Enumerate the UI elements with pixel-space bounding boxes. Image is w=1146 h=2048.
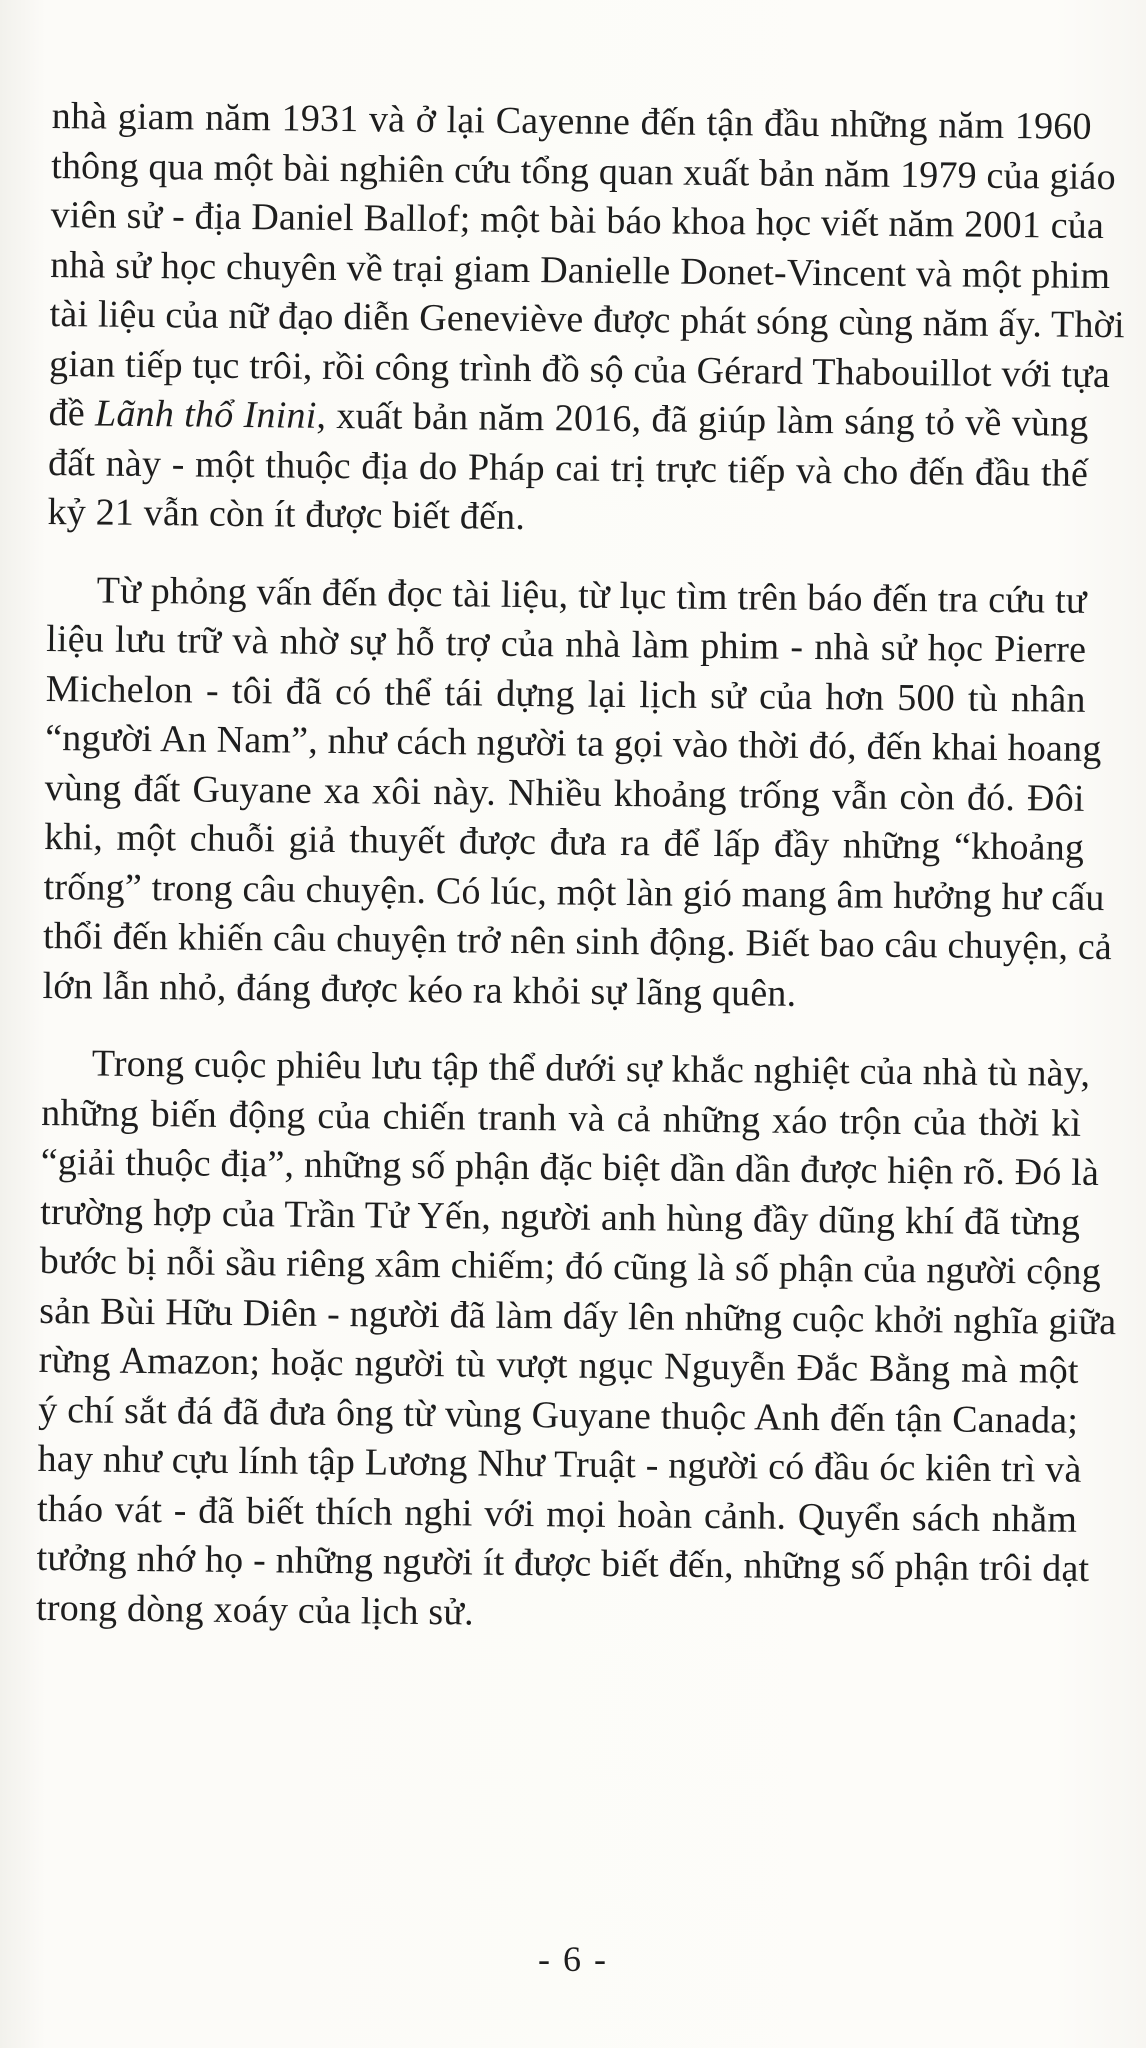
text-line: vùng đất Guyane xa xôi này. Nhiều khoảng trống vẫn còn đó. Đôi: [44, 766, 1085, 820]
text-line: trống” trong câu chuyện. Có lúc, một làn gió mang âm hưởng hư cấu: [43, 865, 1105, 919]
text-line: thổi đến khiến câu chuyện trở nên sinh động. Biết bao câu chuyện, cả: [42, 914, 1113, 969]
text-line: trong dòng xoáy của lịch sử.: [35, 1586, 475, 1634]
text-line: lớn lẫn nhỏ, đáng được kéo ra khỏi sự lãng quên.: [42, 964, 797, 1015]
text-line: “người An Nam”, như cách người ta gọi vào thời đó, đến khai hoang: [45, 716, 1102, 771]
text-line: Từ phỏng vấn đến đọc tài liệu, từ lục tìm trên báo đến tra cứu tư: [96, 568, 1087, 622]
text-line: kỷ 21 vẫn còn ít được biết đến.: [47, 490, 526, 538]
text-line: đất này - một thuộc địa do Pháp cai trị trực tiếp và cho đến đầu thế: [47, 441, 1089, 495]
body-text: [35, 92, 1125, 1672]
text-line: rừng Amazon; hoặc người tù vượt ngục Nguyễn Đắc Bằng mà một: [38, 1338, 1079, 1392]
text-line: tưởng nhớ họ - những người ít được biết đến, những số phận trôi dạt: [36, 1536, 1090, 1590]
text-line: tháo vát - đã biết thích nghi với mọi hoàn cảnh. Quyển sách nhằm: [36, 1487, 1078, 1541]
text-line: “giải thuộc địa”, những số phận đặc biệt dần dần được hiện rõ. Đó là: [40, 1140, 1100, 1195]
paragraph-2: [42, 565, 1113, 1021]
text-line: khi, một chuỗi giả thuyết được đưa ra để lấp đầy những “khoảng: [43, 815, 1085, 869]
paragraph-1: [47, 92, 1125, 548]
text-line: nhà giam năm 1931 và ở lại Cayenne đến tận đầu những năm 1960: [51, 94, 1092, 148]
text-line: nhà sử học chuyên về trại giam Danielle Donet-Vincent và một phim: [49, 243, 1111, 297]
text-line-with-italic-title: đề Lãnh thổ Inini, xuất bản năm 2016, đã giúp làm sáng tỏ về vùng: [48, 391, 1089, 445]
text-line: Michelon - tôi đã có thể tái dựng lại lịch sử của hơn 500 tù nhân: [45, 667, 1086, 721]
text-line: viên sử - địa Daniel Ballof; một bài báo khoa học viết năm 2001 của: [50, 193, 1105, 248]
paragraph-3: [35, 1039, 1117, 1644]
text-line: liệu lưu trữ và nhờ sự hỗ trợ của nhà làm phim - nhà sử học Pierre: [46, 617, 1087, 671]
page-number: - 6 -: [538, 1939, 608, 1979]
text-line: gian tiếp tục trôi, rồi công trình đồ sộ của Gérard Thabouillot với tựa: [48, 342, 1111, 396]
text-line: ý chí sắt đá đã đưa ông từ vùng Guyane thuộc Anh đến tận Canada;: [37, 1388, 1079, 1442]
text-line: những biến động của chiến tranh và cả những xáo trộn của thời kì: [41, 1091, 1082, 1145]
text-line: tài liệu của nữ đạo diễn Geneviève được phát sóng cùng năm ấy. Thời: [49, 292, 1125, 347]
text-line: thông qua một bài nghiên cứu tổng quan xuất bản năm 1979 của giáo: [51, 144, 1117, 198]
text-line: Trong cuộc phiêu lưu tập thể dưới sự khắc nghiệt của nhà tù này,: [91, 1042, 1091, 1095]
book-title-italic: Lãnh thổ Inini: [94, 392, 317, 437]
text-line: bước bị nỗi sầu riêng xâm chiếm; đó cũng là số phận của người cộng: [39, 1239, 1102, 1294]
text-line: trường hợp của Trần Tử Yến, người anh hùng đầy dũng khí đã từng: [40, 1190, 1081, 1244]
text-line: hay như cựu lính tập Lương Như Truật - người có đầu óc kiên trì và: [37, 1437, 1082, 1491]
text-line: sản Bùi Hữu Diên - người đã làm dấy lên những cuộc khởi nghĩa giữa: [39, 1289, 1117, 1343]
